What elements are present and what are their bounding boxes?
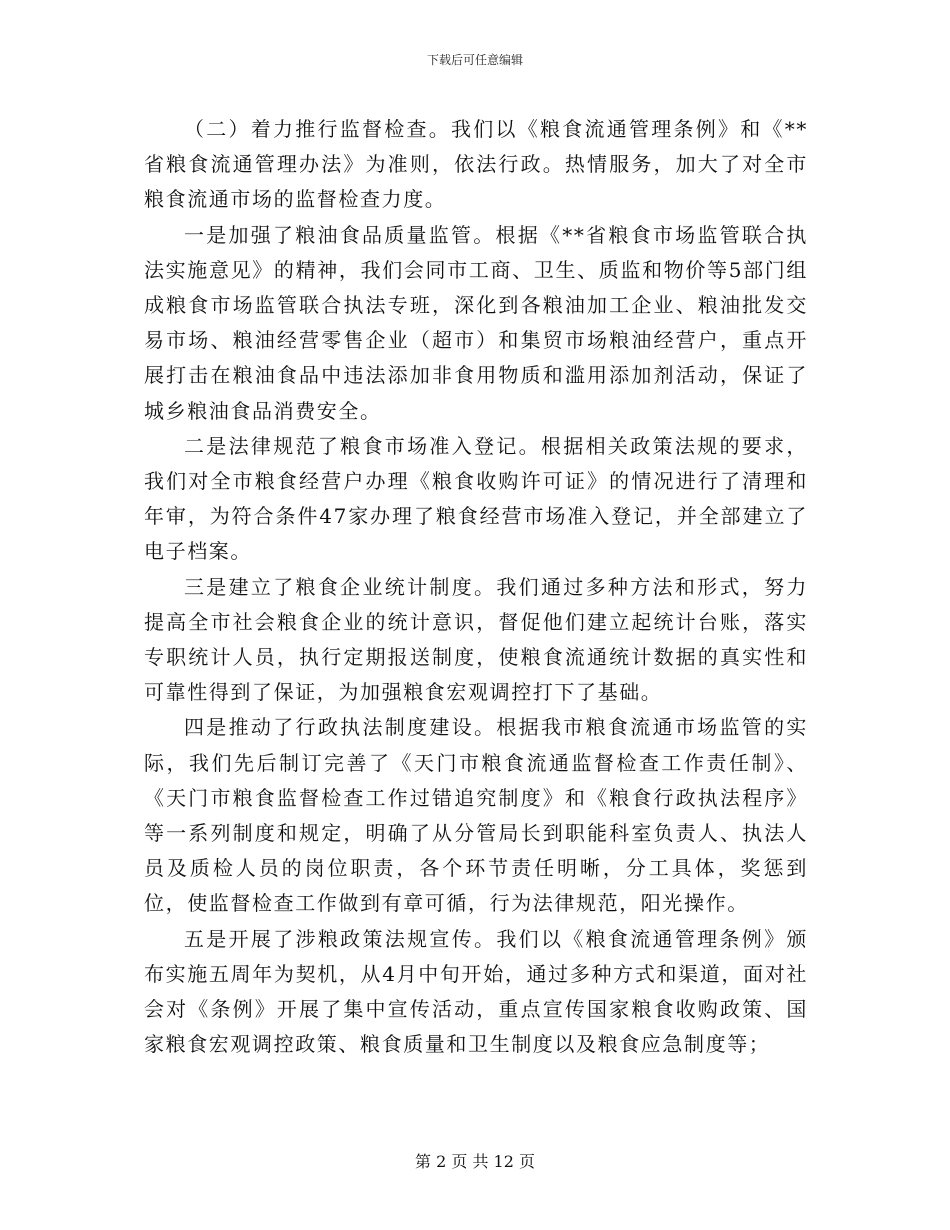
paragraph-law-enforcement-system: 四是推动了行政执法制度建设。根据我市粮食流通市场监管的实际，我们先后制订完善了《天门市粮食流通监督检查工作责任制》、《天门市粮食监督检查工作过错追究制度》和《粮食行政执法程序》等一系列制度和规定，明确了从分管局长到职能科室负责人、执法人员及质检人员的岗位职责，各个环节责任明晰，分工具体，奖惩到位，使监督检查工作做到有章可循，行为法律规范，阳光操作。 xyxy=(144,715,808,916)
document-body xyxy=(144,112,808,1062)
page-number-footer: 第 2 页 共 12 页 xyxy=(415,1152,535,1171)
paragraph-supervision-intro: （二）着力推行监督检查。我们以《粮食流通管理条例》和《**省粮食流通管理办法》为准则，依法行政。热情服务，加大了对全市粮食流通市场的监督检查力度。 xyxy=(144,117,808,212)
paragraph-market-registration: 二是法律规范了粮食市场准入登记。根据相关政策法规的要求，我们对全市粮食经营户办理《粮食收购许可证》的情况进行了清理和年审，为符合条件47家办理了粮食经营市场准入登记，并全部建立了电子档案。 xyxy=(144,433,808,564)
page-header-note: 下载后可任意编辑 xyxy=(426,53,523,67)
paragraph-quality-supervision: 一是加强了粮油食品质量监管。根据《**省粮食市场监管联合执法实施意见》的精神，我们会同市工商、卫生、质监和物价等5部门组成粮食市场监管联合执法专班，深化到各粮油加工企业、粮油批发交易市场、粮油经营零售企业（超市）和集贸市场粮油经营户，重点开展打击在粮油食品中违法添加非食用物质和滥用添加剂活动，保证了城乡粮油食品消费安全。 xyxy=(144,222,808,423)
paragraph-statistics-system: 三是建立了粮食企业统计制度。我们通过多种方法和形式，努力提高全市社会粮食企业的统计意识，督促他们建立起统计台账，落实专职统计人员，执行定期报送制度，使粮食流通统计数据的真实性和可靠性得到了保证，为加强粮食宏观调控打下了基础。 xyxy=(144,574,808,705)
paragraph-policy-publicity: 五是开展了涉粮政策法规宣传。我们以《粮食流通管理条例》颁布实施五周年为契机，从4月中旬开始，通过多种方式和渠道，面对社会对《条例》开展了集中宣传活动，重点宣传国家粮食收购政策、国家粮食宏观调控政策、粮食质量和卫生制度以及粮食应急制度等； xyxy=(144,926,808,1057)
